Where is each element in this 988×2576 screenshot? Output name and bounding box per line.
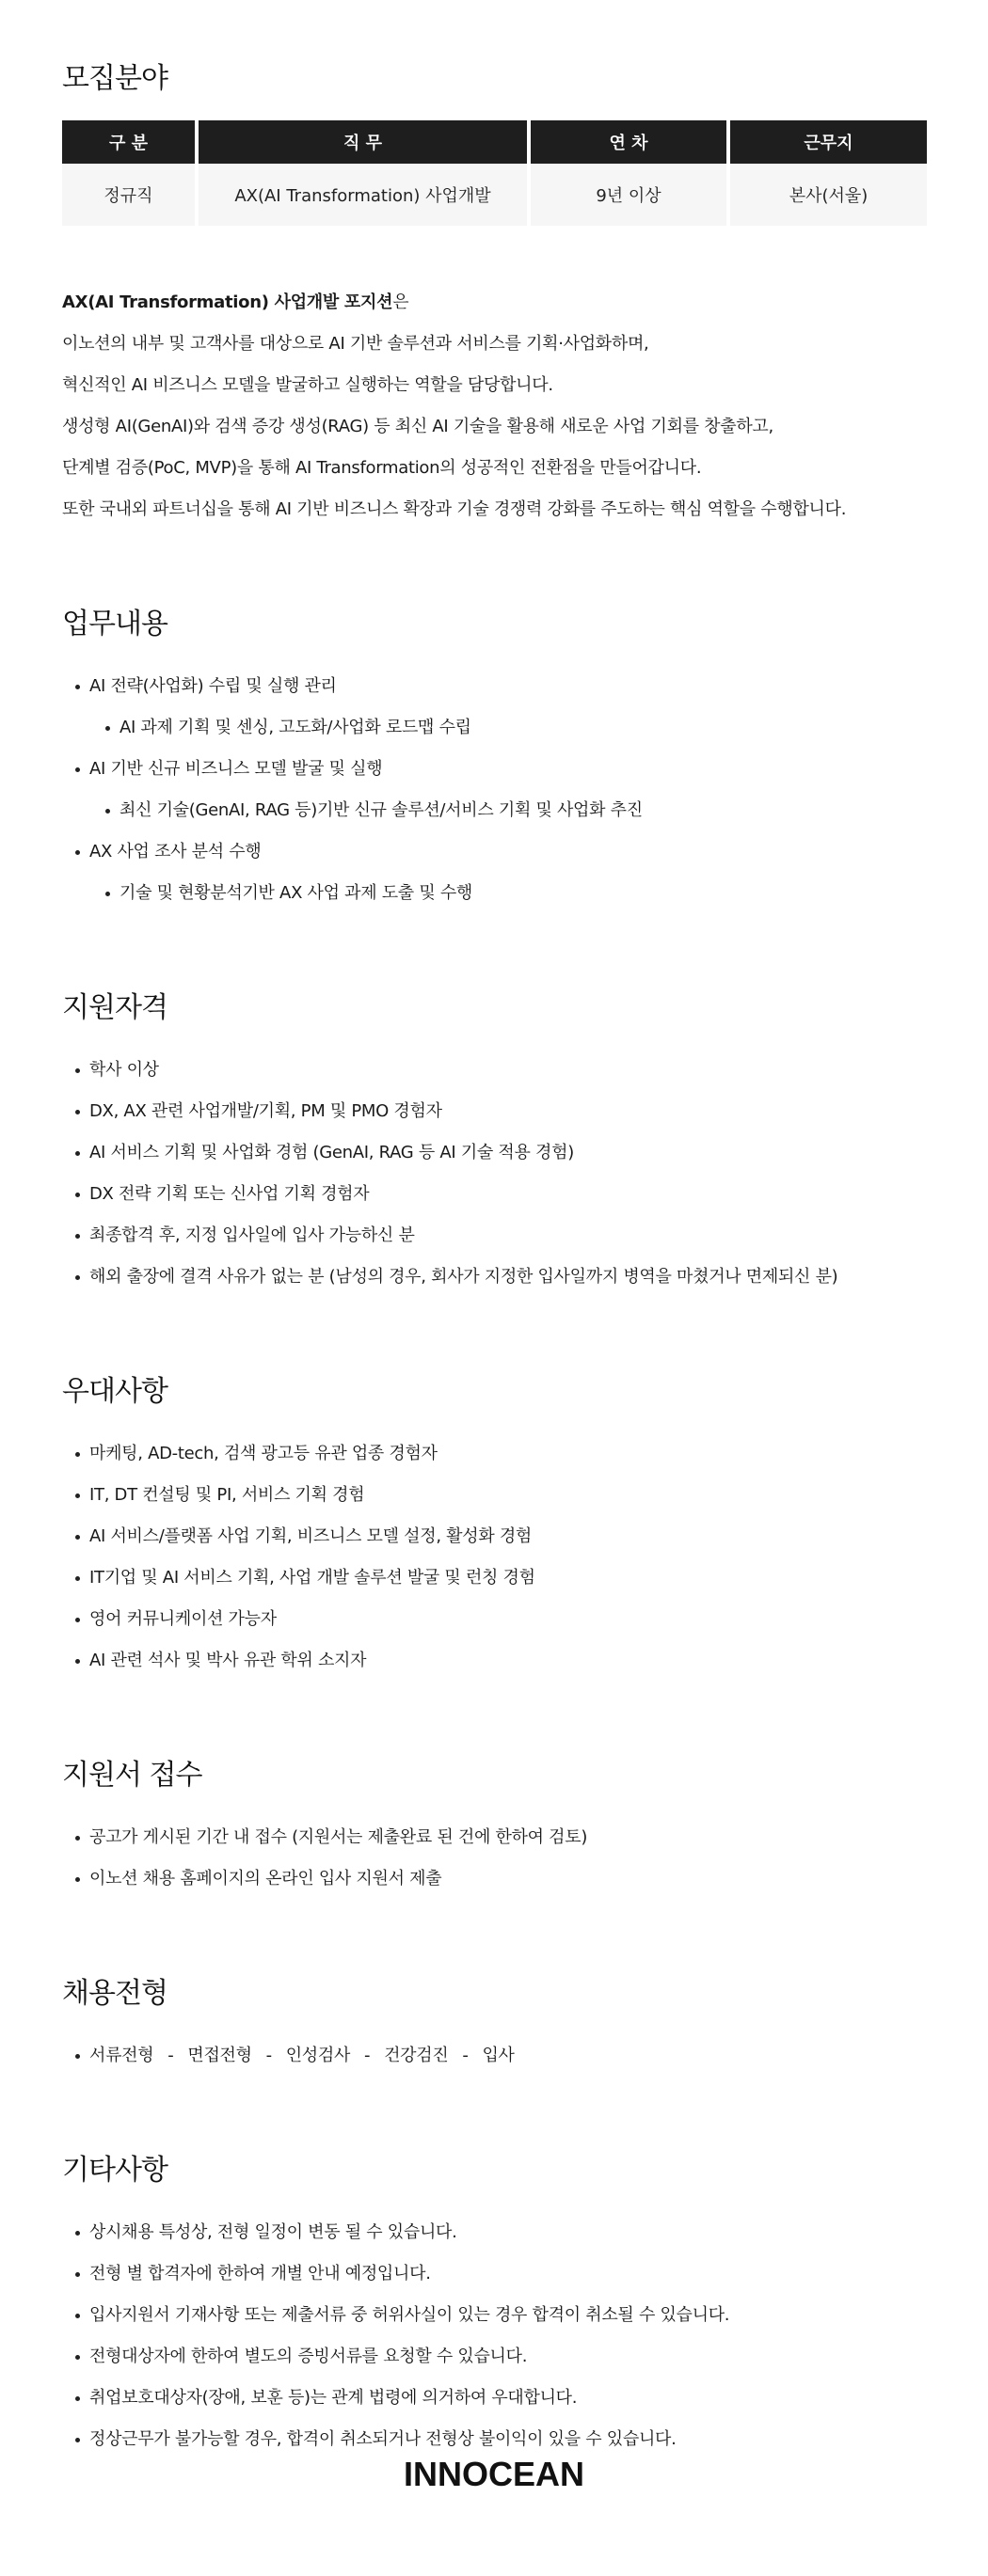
cell-years: 9년 이상	[531, 164, 726, 226]
list-item: 공고가 게시된 기간 내 접수 (지원서는 제출완료 된 건에 한하여 검토)	[62, 1817, 926, 1858]
recruit-table-header-row	[62, 120, 927, 164]
list-item: 이노션 채용 홈페이지의 온라인 입사 지원서 제출	[62, 1858, 926, 1900]
process-step: 건강검진	[384, 2046, 449, 2065]
cell-location: 본사(서울)	[730, 164, 927, 226]
header-job: 직 무	[199, 120, 527, 164]
process-steps	[62, 2035, 926, 2077]
list-item: 취업보호대상자(장애, 보훈 등)는 관계 법령에 의거하여 우대합니다.	[62, 2378, 926, 2419]
section-title-etc: 기타사항	[62, 2154, 167, 2187]
list-item: AI 서비스 기획 및 사업화 경험 (GenAI, RAG 등 AI 기술 적용 경험)	[62, 1132, 926, 1174]
intro-line: 이노션의 내부 및 고객사를 대상으로 AI 기반 솔루션과 서비스를 기획·사업화하며,	[62, 334, 649, 354]
list-item: 상시채용 특성상, 전형 일정이 변동 될 수 있습니다.	[62, 2212, 926, 2253]
list-item: 마케팅, AD-tech, 검색 광고등 유관 업종 경험자	[62, 1433, 926, 1475]
intro-lead	[62, 282, 926, 324]
list-item: AI 서비스/플랫폼 사업 기획, 비즈니스 모델 설정, 활성화 경험	[62, 1516, 926, 1557]
recruit-section	[62, 0, 926, 226]
list-item: 전형대상자에 한하여 별도의 증빙서류를 요청할 수 있습니다.	[62, 2336, 926, 2378]
list-item: 학사 이상	[62, 1050, 926, 1091]
process-list	[62, 2035, 926, 2077]
table-row	[62, 164, 927, 226]
list-item: 정상근무가 불가능할 경우, 합격이 취소되거나 전형상 불이익이 있을 수 있습니다.	[62, 2419, 926, 2460]
cell-type: 정규직	[62, 164, 195, 226]
header-type: 구 분	[62, 120, 195, 164]
list-subitem: AI 과제 기획 및 센싱, 고도화/사업화 로드맵 수립	[62, 707, 926, 749]
intro-lead-bold: AX(AI Transformation) 사업개발 포지션	[62, 292, 393, 312]
header-location: 근무지	[730, 120, 927, 164]
process-step: 입사	[482, 2046, 515, 2065]
list-subitem: 기술 및 현황분석기반 AX 사업 과제 도출 및 수행	[62, 873, 926, 914]
intro-line: 단계별 검증(PoC, MVP)을 통해 AI Transformation의 성공적인 전환점을 만들어갑니다.	[62, 458, 702, 478]
process-separator: -	[265, 2046, 272, 2065]
list-item: 전형 별 합격자에 한하여 개별 안내 예정입니다.	[62, 2253, 926, 2295]
section-title-preferred: 우대사항	[62, 1375, 167, 1408]
recruit-table	[58, 120, 931, 226]
list-item: 입사지원서 기재사항 또는 제출서류 중 허위사실이 있는 경우 합격이 취소될 수 있습니다.	[62, 2295, 926, 2336]
list-item: DX 전략 기획 또는 신사업 기획 경험자	[62, 1174, 926, 1215]
list-item: 해외 출장에 결격 사유가 없는 분 (남성의 경우, 회사가 지정한 입사일까지 병역을 마쳤거나 면제되신 분)	[62, 1256, 926, 1298]
cell-job: AX(AI Transformation) 사업개발	[199, 164, 527, 226]
innocean-logo: INNOCEAN	[403, 2455, 584, 2493]
list-item: IT기업 및 AI 서비스 기획, 사업 개발 솔루션 발굴 및 런칭 경험	[62, 1557, 926, 1599]
qualifications-section	[62, 984, 926, 1298]
section-title-recruit: 모집분야	[62, 62, 167, 95]
intro-line: 생성형 AI(GenAI)와 검색 증강 생성(RAG) 등 최신 AI 기술을 활용해 새로운 사업 기회를 창출하고,	[62, 417, 773, 436]
process-section	[62, 1969, 926, 2077]
list-item: AX 사업 조사 분석 수행	[62, 831, 926, 873]
preferred-section	[62, 1367, 926, 1682]
list-item: AI 관련 석사 및 박사 유관 학위 소지자	[62, 1640, 926, 1682]
list-subitem: 최신 기술(GenAI, RAG 등)기반 신규 솔루션/서비스 기획 및 사업화 추진	[62, 790, 926, 831]
process-step: 인성검사	[285, 2046, 351, 2065]
etc-section	[62, 2146, 926, 2460]
section-title-duties: 업무내용	[62, 608, 167, 640]
etc-list	[62, 2212, 926, 2460]
duties-section	[62, 600, 926, 914]
header-years: 연 차	[531, 120, 726, 164]
list-item: DX, AX 관련 사업개발/기획, PM 및 PMO 경험자	[62, 1091, 926, 1132]
position-intro	[62, 282, 926, 530]
duties-list	[62, 666, 926, 914]
list-item: AI 기반 신규 비즈니스 모델 발굴 및 실행	[62, 749, 926, 790]
intro-lead-rest: 은	[392, 292, 409, 312]
section-title-qualifications: 지원자격	[62, 991, 167, 1024]
list-item: IT, DT 컨설팅 및 PI, 서비스 기획 경험	[62, 1475, 926, 1516]
qualifications-list	[62, 1050, 926, 1298]
process-separator: -	[167, 2046, 174, 2065]
preferred-list	[62, 1433, 926, 1682]
section-title-application: 지원서 접수	[62, 1759, 202, 1792]
section-title-process: 채용전형	[62, 1977, 167, 2010]
intro-line: 또한 국내외 파트너십을 통해 AI 기반 비즈니스 확장과 기술 경쟁력 강화를 주도하는 핵심 역할을 수행합니다.	[62, 499, 847, 519]
list-item: AI 전략(사업화) 수립 및 실행 관리	[62, 666, 926, 707]
intro-line: 혁신적인 AI 비즈니스 모델을 발굴하고 실행하는 역할을 담당합니다.	[62, 375, 553, 395]
application-section	[62, 1751, 926, 1900]
process-separator: -	[363, 2046, 371, 2065]
process-step: 서류전형	[89, 2046, 154, 2065]
process-step: 면접전형	[187, 2046, 252, 2065]
list-item: 영어 커뮤니케이션 가능자	[62, 1599, 926, 1640]
application-list	[62, 1817, 926, 1900]
list-item: 최종합격 후, 지정 입사일에 입사 가능하신 분	[62, 1215, 926, 1256]
process-separator: -	[462, 2046, 469, 2065]
